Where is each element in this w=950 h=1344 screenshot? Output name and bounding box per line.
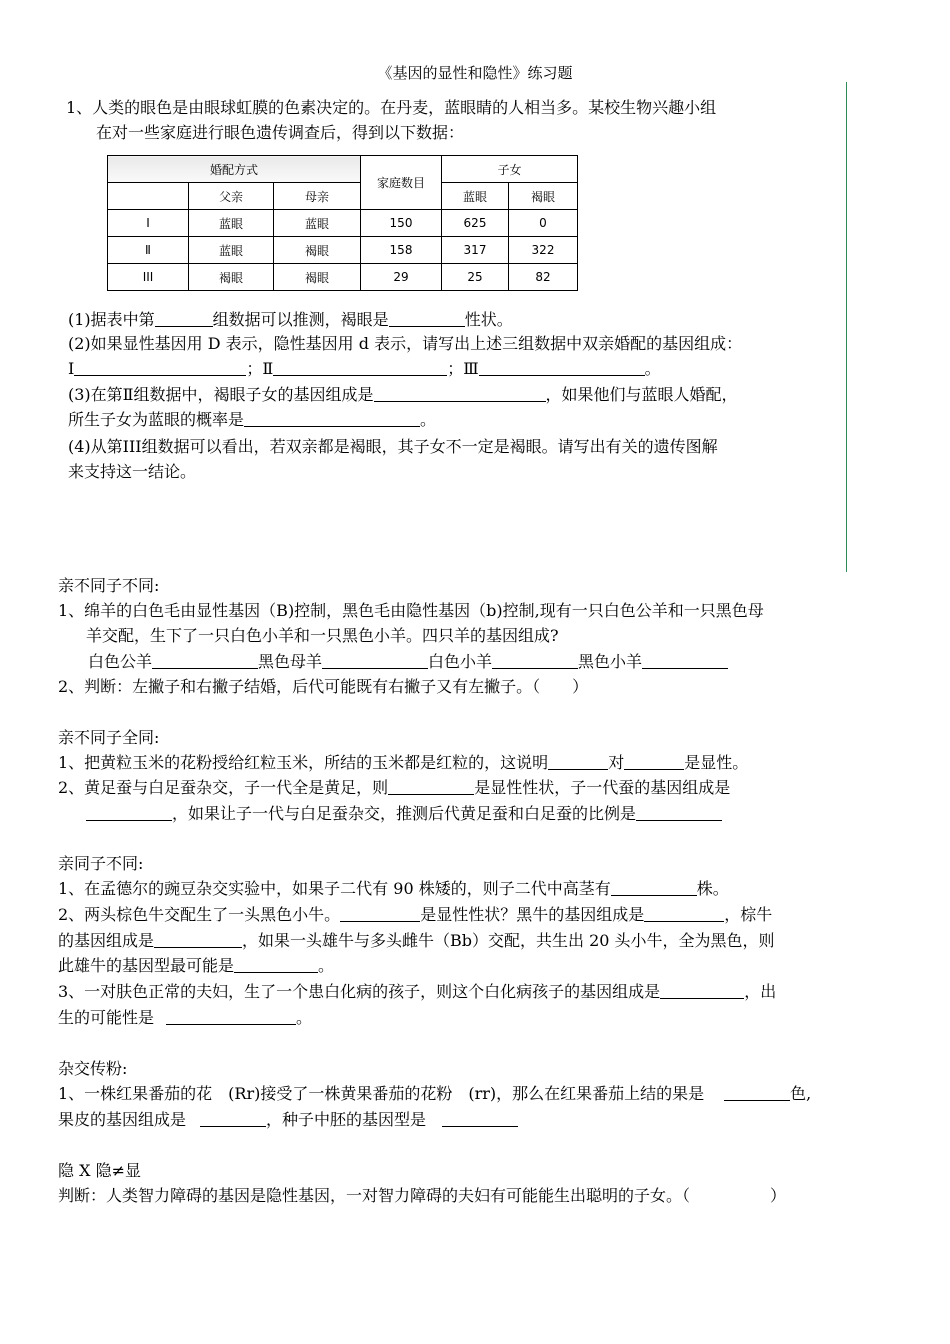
answer-blank[interactable] — [442, 1110, 518, 1127]
answer-blank[interactable] — [389, 310, 465, 327]
s1-q2: 2、判断：左撇子和右撇子结婚，后代可能既有右撇子又有左撇子。（ ） — [58, 677, 589, 696]
q1-part2-answers: Ⅰ ；Ⅱ ；Ⅲ 。 — [68, 359, 661, 378]
header-blue: 蓝眼 — [442, 183, 509, 210]
s3-q1: 1、在孟德尔的豌豆杂交实验中，如果子二代有 90 株矮的，则子二代中高茎有 株。 — [58, 879, 729, 898]
answer-blank[interactable] — [660, 982, 744, 999]
q1-intro-line1: 1、人类的眼色是由眼球虹膜的色素决定的。在丹麦，蓝眼睛的人相当多。某校生物兴趣小组 — [66, 98, 717, 117]
s1-q1-line2: 羊交配，生下了一只白色小羊和一只黑色小羊。四只羊的基因组成? — [86, 626, 559, 645]
s1-q1-line1: 1、绵羊的白色毛由显性基因（B)控制，黑色毛由隐性基因（b)控制,现有一只白色公羊和一只黑色母 — [58, 601, 764, 620]
answer-blank[interactable] — [234, 956, 318, 973]
q1-part1: (1)据表中第 组数据可以推测，褐眼是 性状。 — [68, 310, 513, 329]
answer-blank[interactable] — [492, 652, 578, 669]
answer-blank[interactable] — [611, 879, 697, 896]
section-heading: 杂交传粉: — [58, 1059, 128, 1078]
answer-blank[interactable] — [152, 652, 258, 669]
q1-part3b: 所生子女为蓝眼的概率是 。 — [68, 410, 437, 429]
answer-blank[interactable] — [374, 385, 546, 402]
s4-q1-line2: 果皮的基因组成是 ，种子中胚的基因型是 — [58, 1109, 518, 1131]
answer-blank[interactable] — [548, 753, 608, 770]
header-mating: 婚配方式 — [108, 156, 361, 183]
s1-q1-answers: 白色公羊 黑色母羊 白色小羊 黑色小羊 — [88, 651, 728, 673]
q1-intro-line2: 在对一些家庭进行眼色遗传调查后，得到以下数据： — [96, 123, 465, 142]
s3-q2-line3: 此雄牛的基因型最可能是 。 — [58, 956, 335, 975]
answer-blank[interactable] — [624, 753, 684, 770]
q1-part3a: (3)在第Ⅱ组数据中，褐眼子女的基因组成是 ，如果他们与蓝眼人婚配， — [68, 385, 738, 404]
answer-blank[interactable] — [244, 410, 420, 427]
answer-blank[interactable] — [479, 359, 645, 376]
s3-q3-line2: 生的可能性是 。 — [58, 1008, 313, 1027]
section-heading: 亲不同子不同: — [58, 576, 160, 595]
header-brown: 褐眼 — [509, 183, 578, 210]
header-father: 父亲 — [189, 183, 274, 210]
q1-part4a: (4)从第III组数据可以看出，若双亲都是褐眼，其子女不一定是褐眼。请写出有关的遗传图解 — [68, 437, 718, 456]
answer-blank[interactable] — [644, 905, 724, 922]
answer-blank[interactable] — [322, 652, 428, 669]
s3-q2-line1: 2、两头棕色牛交配生了一头黑色小牛。 是显性性状？黑牛的基因组成是 ，棕牛 — [58, 905, 773, 924]
answer-blank[interactable] — [724, 1084, 790, 1101]
q1-part4b: 来支持这一结论。 — [68, 462, 197, 481]
eye-color-table — [107, 155, 578, 291]
s2-q1: 1、把黄粒玉米的花粉授给红粒玉米，所结的玉米都是红粒的，这说明 对 是显性。 — [58, 753, 749, 772]
s2-q2-line2: ，如果让子一代与白足蚕杂交，推测后代黄足蚕和白足蚕的比例是 — [86, 803, 722, 825]
table-row: III 褐眼 褐眼 29 25 82 — [108, 264, 578, 291]
answer-blank[interactable] — [642, 652, 728, 669]
table-row: Ⅰ 蓝眼 蓝眼 150 625 0 — [108, 210, 578, 237]
answer-blank[interactable] — [273, 359, 447, 376]
s2-q2-line1: 2、黄足蚕与白足蚕杂交，子一代全是黄足，则 是显性性状，子一代蚕的基因组成是 — [58, 778, 731, 797]
answer-blank[interactable] — [340, 905, 420, 922]
header-children: 子女 — [442, 156, 578, 183]
answer-blank[interactable] — [155, 310, 213, 327]
section-heading: 亲同子不同: — [58, 854, 144, 873]
answer-blank[interactable] — [86, 804, 172, 821]
margin-rule — [846, 82, 847, 572]
answer-blank[interactable] — [636, 804, 722, 821]
answer-blank[interactable] — [388, 778, 474, 795]
answer-blank[interactable] — [166, 1008, 296, 1025]
s4-q1-line1: 1、一株红果番茄的花 (Rr)接受了一株黄果番茄的花粉 (rr)，那么在红果番茄上结的果是 色, — [58, 1084, 812, 1103]
answer-blank[interactable] — [154, 931, 242, 948]
section-heading: 隐 X 隐≠显 — [58, 1161, 141, 1180]
s3-q2-line2: 的基因组成是 ，如果一头雄牛与多头雌牛（Bb）交配，共生出 20 头小牛，全为黑色，则 — [58, 931, 775, 950]
answer-blank[interactable] — [74, 359, 246, 376]
s3-q3-line1: 3、一对肤色正常的夫妇，生了一个患白化病的孩子，则这个白化病孩子的基因组成是 ，出 — [58, 982, 777, 1001]
answer-blank[interactable] — [200, 1110, 266, 1127]
s5-q1: 判断：人类智力障碍的基因是隐性基因，一对智力障碍的夫妇有可能能生出聪明的子女。（ ） — [58, 1186, 787, 1205]
table-row: Ⅱ 蓝眼 褐眼 158 317 322 — [108, 237, 578, 264]
header-mother: 母亲 — [274, 183, 361, 210]
header-families: 家庭数目 — [361, 156, 442, 210]
section-heading: 亲不同子全同: — [58, 728, 160, 747]
q1-part2: (2)如果显性基因用 D 表示，隐性基因用 d 表示，请写出上述三组数据中双亲婚配的基因组成： — [68, 334, 743, 353]
page-title: 《基因的显性和隐性》练习题 — [377, 64, 573, 82]
